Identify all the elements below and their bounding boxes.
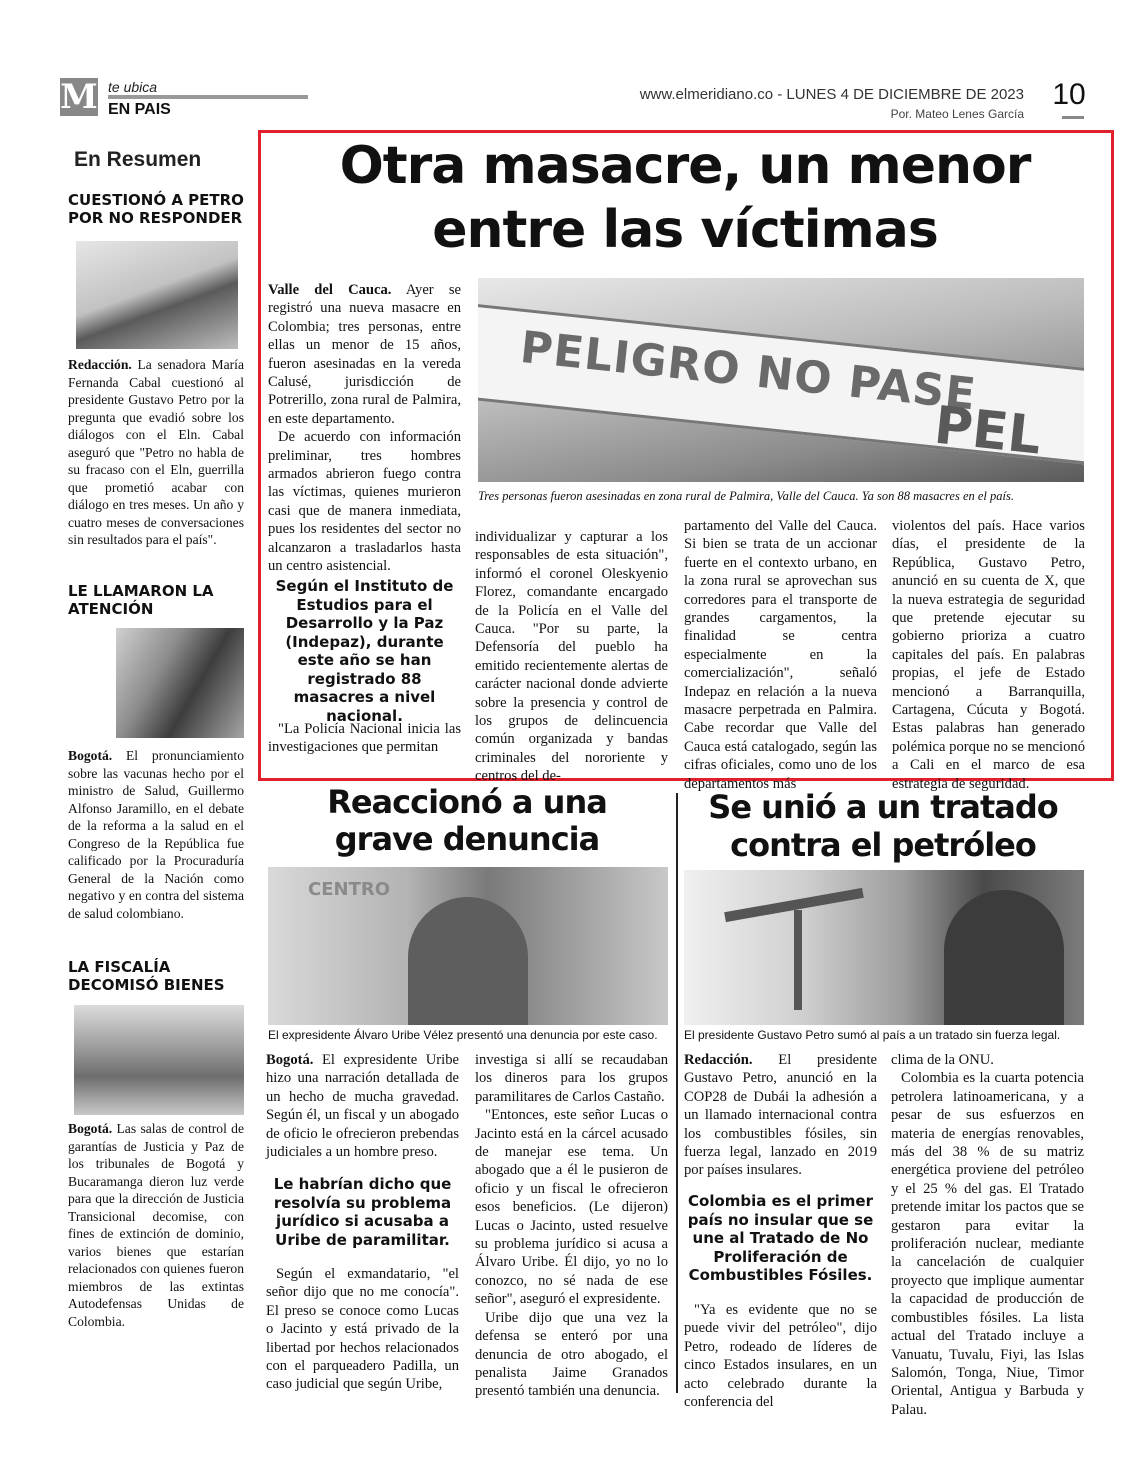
sidebar-item-heading: LE LLAMARON LA ATENCIÓN <box>68 582 214 618</box>
sidebar-item-text <box>68 747 244 922</box>
left-col2-p2: "Entonces, este señor Lucas o Jacinto está en la cárcel acusado de manejar ese tema. Un abogado que a él le pusieron de oficio y un fiscal le ofrecieron esos beneficios. (Le dijeron) Lucas o Jacinto, usted resuelve su problema jurídico si acusa a Álvaro Uribe. Él dijo, yo no lo conozco, no sé nada de ese señor", aseguró el expresidente. <box>475 1107 668 1308</box>
sidebar <box>68 148 244 1398</box>
left-photo-sign: CENTRO <box>308 879 391 900</box>
main-col1-p1: Ayer se registró una nueva masacre en Colombia; tres personas, entre ellas un menor de 15 años, fueron asesinadas en la vereda Calusé, jurisdicción de Potrerillo, zona rural de Palmira, en este departamento. <box>268 282 462 427</box>
main-headline-line2: entre las víctimas <box>432 200 938 260</box>
sidebar-item-lead: Bogotá. <box>68 1121 113 1136</box>
section-small-label: te ubica <box>108 79 158 95</box>
left-pull-quote: Le habrían dicho que resolvía su problema jurídico si acusaba a Uribe de paramilitar. <box>273 1175 452 1249</box>
sidebar-item-text <box>68 1120 244 1330</box>
right-col1-text <box>684 1051 877 1180</box>
main-col1-p3: "La Policía Nacional inicia las investigaciones que permitan <box>268 721 461 756</box>
page-number: 10 <box>1052 78 1086 111</box>
byline: Por. Mateo Lenes García <box>890 107 1024 121</box>
sidebar-item-heading: CUESTIONÓ A PETRO POR NO RESPONDER <box>68 191 244 227</box>
logo <box>60 78 98 116</box>
oil-pump-base <box>794 910 802 1010</box>
sidebar-item-text <box>68 356 244 549</box>
sidebar-item-body: Las salas de control de garantías de Justicia y Paz de los tribunales de Bogotá y Bucaramanga dieron luz verde para que la dirección de Justicia Transicional decomise, con fines de extinción de dominio, varios bienes que estarían relacionados con quienes fueron miembros de las extintas Autodefensas Unidas de Colombia. <box>68 1121 244 1329</box>
sidebar-item-lead: Redacción. <box>68 357 132 372</box>
main-lead: Valle del Cauca. <box>268 282 392 298</box>
police-tape-text-2: PEL <box>931 395 1044 467</box>
site-date: www.elmeridiano.co - LUNES 4 DE DICIEMBRE DE 2023 <box>639 86 1024 103</box>
sidebar-item-lead: Bogotá. <box>68 748 113 763</box>
left-col1-p2: Según el exmandatario, "el señor dijo que no me conocía". El preso se conoce como Lucas o Jacinto y está privado de la libertad por hechos relacionados con el parqueadero Padilla, un caso judicial que según Uribe, <box>266 1266 459 1393</box>
sidebar-photo-minister <box>116 628 244 738</box>
section-rule <box>108 95 308 99</box>
left-col2-text <box>475 1051 668 1401</box>
right-col1-p1: El presidente Gustavo Petro, anunció en la COP28 de Dubái la adhesión a un llamado internacional contra los combustibles fósiles, sin fuerza legal, lanzado en 2019 por países insulares. <box>684 1052 877 1179</box>
right-col2-text <box>891 1051 1084 1419</box>
main-col1-text <box>268 281 461 576</box>
left-photo-figure <box>408 897 528 1025</box>
main-col3-text: partamento del Valle del Cauca. Si bien se trata de un accionar fuerte en el contexto urbano, en la zona rural se aprovechan sus corredores para el transporte de grandes cargamentos, la finalidad se centra especialmente en la comercialización", señaló Indepaz en relación a la nueva masacre perpetrada en Palmira. Cabe recordar que Valle del Cauca está catalogado, según las cifras oficiales, como uno de los departamentos más <box>684 518 877 792</box>
left-headline-line2: grave denuncia <box>334 820 600 858</box>
right-headline-line2: contra el petróleo <box>730 826 1036 864</box>
left-col2-p1: investiga si allí se recaudaban los dineros para los grupos paramilitares de Carlos Castaño. <box>475 1052 668 1105</box>
section-label: EN PAIS <box>108 101 171 118</box>
right-photo-petro <box>684 870 1084 1025</box>
left-lead: Bogotá. <box>266 1052 314 1068</box>
right-col2-p2: Colombia es la cuarta potencia petrolera latinoamericana, y a pesar de sus esfuerzos en materia de energías renovables, más del 38 % de su matriz energética proviene del petróleo y el 25 % del gas. El Tratado pretende imitar los pactos que se gestaron para evitar la proliferación nuclear, mediante la cancelación de cualquier proyecto que implique aumentar la capacidad de producción de combustibles fósiles. La lista actual del Tratado incluye a Vanuatu, Tuvalu, Fiyi, las Islas Salomón, Tonga, Niue, Timor Oriental, Antigua y Barbuda y Palau. <box>891 1070 1084 1418</box>
page-number-rule <box>1062 116 1084 119</box>
right-col1-p2: "Ya es evidente que no se puede vivir del petróleo", dijo Petro, rodeado de líderes de cinco Estados insulares, en un acto celebrado durante la conferencia del <box>684 1302 877 1411</box>
left-col1-text <box>266 1051 459 1161</box>
main-col1-p2: De acuerdo con información preliminar, tres hombres armados abrieron fuego contra las víctimas, quienes murieron casi que de manera inmediata, pues los residentes del sector no alcanzaron a trasladarlos hasta un centro asistencial. <box>268 429 461 575</box>
logo-letter: M <box>60 77 98 117</box>
left-photo-uribe <box>268 867 668 1025</box>
sidebar-photo-senator <box>76 241 238 349</box>
left-col2-p3: Uribe dijo que una vez la defensa se enteró por una denuncia de otro abogado, el penalista Jaime Granados presentó también una denuncia. <box>475 1309 668 1400</box>
right-headline-line1: Se unió a un tratado <box>708 788 1058 826</box>
sidebar-photo-property <box>74 1005 244 1115</box>
left-photo-caption: El expresidente Álvaro Uribe Vélez presentó una denuncia por este caso. <box>268 1028 658 1042</box>
main-col4-text: violentos del país. Hace varios días, el presidente de la República, Gustavo Petro, anunció en su cuenta de X, que la nueva estrategia de seguridad que pretende ejecutar su gobierno prioriza a cuatro capitales del país. En palabras propias, el jefe de Estado mencionó a Barranquilla, Cartagena, Cúcuta y Bogotá. Estas palabras han generado polémica porque no se mencionó a Cali en el marco de esa estrategia de seguridad. <box>892 518 1085 792</box>
main-photo-police-tape <box>478 278 1084 482</box>
police-tape-text: PELIGRO NO PASE <box>517 321 979 421</box>
main-col2-text: individualizar y capturar a los responsables de esta situación", informó el coronel Oleskyenio Florez, comandante encargado de la Policía en el Valle del Cauca. "Por su parte, la Defensoría del pueblo ha emitido recientemente alertas de carácter nacional donde advierte sobre la presencia y control de los grupos de delincuencia común organizada y bandas criminales del nororiente y centros del de- <box>475 529 668 785</box>
sidebar-item-body: El pronunciamiento sobre las vacunas hecho por el ministro de Salud, Guillermo Alfonso Jaramillo, en el debate de la reforma a la salud en el Congreso de la República fue calificado por la Procuraduría General de la Nación como negativo y en contra del sistema de salud colombiano. <box>68 748 244 921</box>
main-photo-caption: Tres personas fueron asesinadas en zona rural de Palmira, Valle del Cauca. Ya son 88 masacres en el país. <box>478 489 1014 503</box>
main-pull-quote: Según el Instituto de Estudios para el Desarrollo y la Paz (Indepaz), durante este año se han registrado 88 masacres a nivel nacional. <box>275 577 454 725</box>
left-headline-line1: Reaccionó a una <box>327 783 607 821</box>
column-divider <box>676 793 678 1393</box>
right-col2-p1: clima de la ONU. <box>891 1052 994 1068</box>
right-photo-caption: El presidente Gustavo Petro sumó al país a un tratado sin fuerza legal. <box>684 1028 1061 1042</box>
right-pull-quote: Colombia es el primer país no insular que se une al Tratado de No Proliferación de Combustibles Fósiles. <box>687 1192 874 1284</box>
right-photo-figure <box>944 890 1064 1025</box>
police-tape <box>478 303 1084 470</box>
sidebar-item-body: La senadora María Fernanda Cabal cuestionó al presidente Gustavo Petro por la pregunta que evadió sobre los diálogos con el Eln. Cabal aseguró que "Petro no habla de su fracaso con el Eln, guerrilla que prometió acabar con diálogo en tres meses. Un año y cuatro meses de conversaciones sin resultados para el país". <box>68 357 244 547</box>
sidebar-title: En Resumen <box>74 148 202 171</box>
left-col1-p1: El expresidente Uribe hizo una narración detallada de un hecho de mucha gravedad. Según él, un fiscal y un abogado de oficio le ofrecieron prebendas judiciales a un hombre preso. <box>266 1052 459 1161</box>
main-headline-line1: Otra masacre, un menor <box>339 136 1031 196</box>
sidebar-item-heading: LA FISCALÍA DECOMISÓ BIENES <box>68 958 225 994</box>
right-lead: Redacción. <box>684 1052 753 1068</box>
